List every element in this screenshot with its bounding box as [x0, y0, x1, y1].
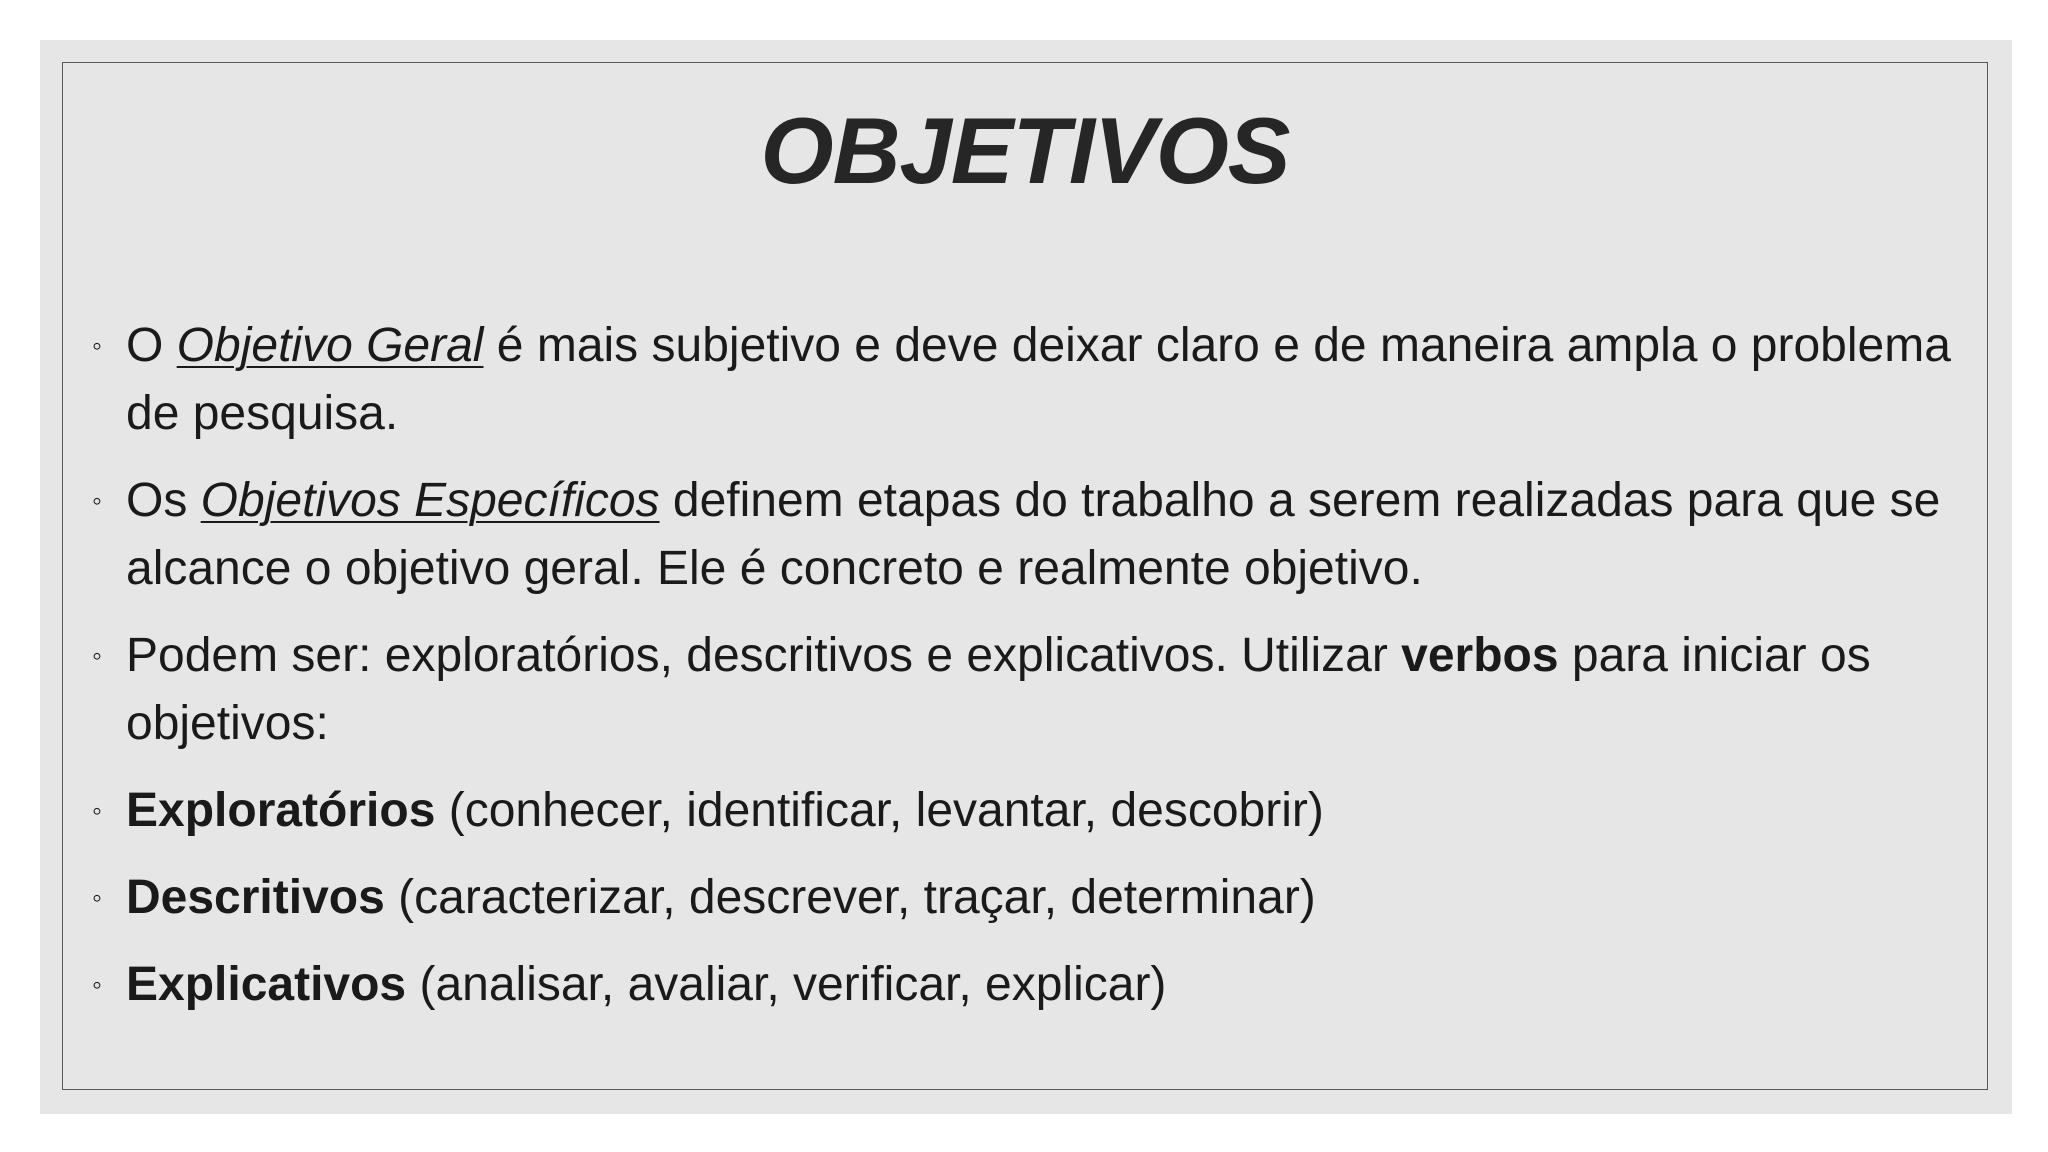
bullet-text-post: (analisar, avaliar, verificar, explicar) [406, 958, 1167, 1011]
slide-title: OBJETIVOS [760, 98, 1290, 203]
bullet-text-pre: Podem ser: exploratórios, descritivos e explicativos. Utilizar [126, 629, 1402, 682]
bullet-item-podem-ser [92, 622, 1952, 758]
bullet-emphasis-objetivos-especificos: Objetivos Específicos [200, 474, 660, 527]
bullet-text-post: (conhecer, identificar, levantar, descobrir) [435, 784, 1324, 837]
bullet-item-explicativos [92, 951, 1952, 1019]
bullet-item-objetivos-especificos [92, 467, 1952, 603]
bullet-marker-icon: ◦ [92, 969, 102, 1000]
bullet-bold-verbos: verbos [1401, 629, 1559, 682]
bullet-item-exploratorios [92, 777, 1952, 845]
bullet-text-post: é mais subjetivo e deve deixar claro e de maneira ampla o problema de pesquisa. [126, 319, 1951, 440]
bullet-text-post: definem etapas do trabalho a serem realizadas para que se alcance o objetivo geral. Ele é concreto e realmente objetivo. [126, 474, 1941, 595]
bullet-bold-explicativos: Explicativos [126, 958, 407, 1011]
bullet-bold-exploratorios: Exploratórios [126, 784, 436, 837]
bullet-marker-icon: ◦ [92, 882, 102, 913]
bullet-emphasis-objetivo-geral: Objetivo Geral [176, 319, 484, 372]
bullet-item-objetivo-geral [92, 312, 1952, 448]
bullet-marker-icon: ◦ [92, 485, 102, 516]
bullet-marker-icon: ◦ [92, 640, 102, 671]
bullet-text-pre: Os [126, 474, 201, 527]
bullet-list [92, 312, 1952, 1038]
bullet-marker-icon: ◦ [92, 795, 102, 826]
bullet-text-post: para iniciar os objetivos: [126, 629, 1871, 750]
bullet-marker-icon: ◦ [92, 330, 102, 361]
bullet-text-post: (caracterizar, descrever, traçar, determinar) [384, 871, 1316, 924]
bullet-item-descritivos [92, 864, 1952, 932]
bullet-bold-descritivos: Descritivos [126, 871, 385, 924]
bullet-text-pre: O [126, 319, 177, 372]
